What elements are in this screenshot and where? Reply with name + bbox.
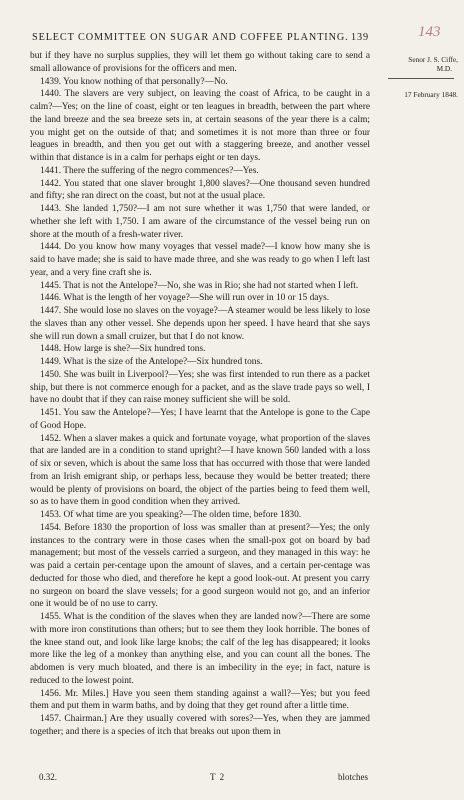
signature-mark: T 2 <box>210 772 226 782</box>
witness-name: Senor J. S. Ciffe, <box>408 55 458 64</box>
testimony-paragraph: 1441. There the suffering of the negro commences?—Yes. <box>40 165 259 176</box>
testimony-paragraph: 1448. How large is she?—Six hundred tons. <box>40 344 206 355</box>
testimony-paragraph: 1440. The slavers are very subject, on leaving the coast of Africa, to be caught in a calm?—Yes; on the line of coast, eight or ten leagues in breadth, between the part where the land breeze and the sea breeze sets in, at certain seasons of the year there is a calm; you might get on the outside of that; and sometimes it is not more than three or four leagues in breadth, and then you get out with a staggering breeze, and another vessel within that distance is in a calm for perhaps eight or ten days. <box>30 89 370 163</box>
testimony-paragraph: 1451. You saw the Antelope?—Yes; I have learnt that the Antelope is gone to the Cape of Good Hope. <box>30 408 370 431</box>
catchword: blotches <box>338 772 368 782</box>
printer-code: 0.32. <box>39 772 57 782</box>
testimony-paragraph: 1457. Chairman.] Are they usually covered with sores?—Yes, when they are jammed together; and there is a species of itch that breaks out upon them in <box>30 714 370 737</box>
testimony-paragraph: 1450. She was built in Liverpool?—Yes; she was first intended to run there as a packet ship, but there is not commerce enough for a packet, and as the slave trade pays so well, I have no doubt that if they can raise money sufficient she will be sold. <box>30 369 370 406</box>
running-title: SELECT COMMITTEE ON SUGAR AND COFFEE PLANTING. <box>32 32 349 43</box>
testimony-paragraph: 1444. Do you know how many voyages that vessel made?—I know how many she is said to have made; she is said to have made three, and she was ready to go when I left last year, and a very fine craft she is. <box>30 242 370 278</box>
handwritten-page-number: 143 <box>418 24 441 40</box>
margin-date: 17 February 1848. <box>404 90 458 99</box>
testimony-paragraph: 1449. What is the size of the Antelope?—Six hundred tons. <box>40 357 263 367</box>
testimony-paragraph: 1455. What is the condition of the slaves when they are landed now?—There are some with more iron constitutions than others; but to see them they look horrible. The bones of the knee stand out, and look like large knobs; the calf of the leg has disappeared; it looks more like the leg of a monkey than anything else, and you can count all the bones. The abdomen is very much bloated, and there is an imbecility in the eye; in fact, nature is reduced to the lowest point. <box>30 612 370 686</box>
testimony-paragraph: 1445. That is not the Antelope?—No, she was in Rio; she had not started when I left. <box>40 280 359 291</box>
page-number: 139 <box>351 32 369 43</box>
testimony-paragraph: 1453. Of what time are you speaking?—The olden time, before 1830. <box>40 510 302 520</box>
testimony-paragraph: 1452. When a slaver makes a quick and fortunate voyage, what proportion of the slaves that are landed are in a condition to stand upright?—I have known 560 landed with a loss of six or seven, which is about the same loss that has occurred with those that were landed from an Irish emigrant ship, or perhaps less, because they would be better treated; there would be plenty of provisions on board, the object of the parties being to feed them well, so as to have them in good condition when they arrived. <box>30 433 370 508</box>
margin-witness-note <box>378 55 458 73</box>
testimony-paragraph: 1456. Mr. Miles.] Have you seen them standing against a wall?—Yes; but you feed them and put them in warm baths, and by doing that they get round after a little time. <box>30 688 370 712</box>
continuation-paragraph: but if they have no surplus supplies, they will let them go without taking care to send a small allowance of provisions for the officers and men. <box>30 51 370 74</box>
testimony-paragraph: 1447. She would lose no slaves on the voyage?—A steamer would be less likely to lose the slaves than any other vessel. She depends upon her speed. I have heard that she says she will run down a small cruizer, but that I do not know. <box>30 306 370 342</box>
testimony-paragraph: 1442. You stated that one slaver brought 1,800 slaves?—One thousand seven hundred and fifty; she ran direct on the coast, but not at the usual place. <box>30 178 370 202</box>
margin-divider <box>388 78 454 79</box>
body-text <box>30 50 370 739</box>
witness-degree: M.D. <box>436 64 452 73</box>
testimony-paragraph: 1454. Before 1830 the proportion of loss was smaller than at present?—Yes; the only instances to the contrary were in those cases when the small-pox got on board by bad management; but most of the vessels carried a surgeon, and they managed in this way: he was paid a certain per-centage upon the amount of slaves, and a certain per-centage was deducted for those who died, and therefore he kept a good look-out. At present you carry no surgeon on board the slave vessels; for a good surgeon would not go, and an inferior one it would be of no use to carry. <box>30 522 370 610</box>
testimony-paragraph: 1446. What is the length of her voyage?—She will run over in 10 or 15 days. <box>40 293 330 304</box>
testimony-paragraph: 1443. She landed 1,750?—I am not sure whether it was 1,750 that were landed, or whether she left with 1,750. I am aware of the circumstance of the vessel being run on shore at the mouth of a fresh-water river. <box>30 204 370 240</box>
testimony-paragraph: 1439. You know nothing of that personally?—No. <box>40 76 228 87</box>
